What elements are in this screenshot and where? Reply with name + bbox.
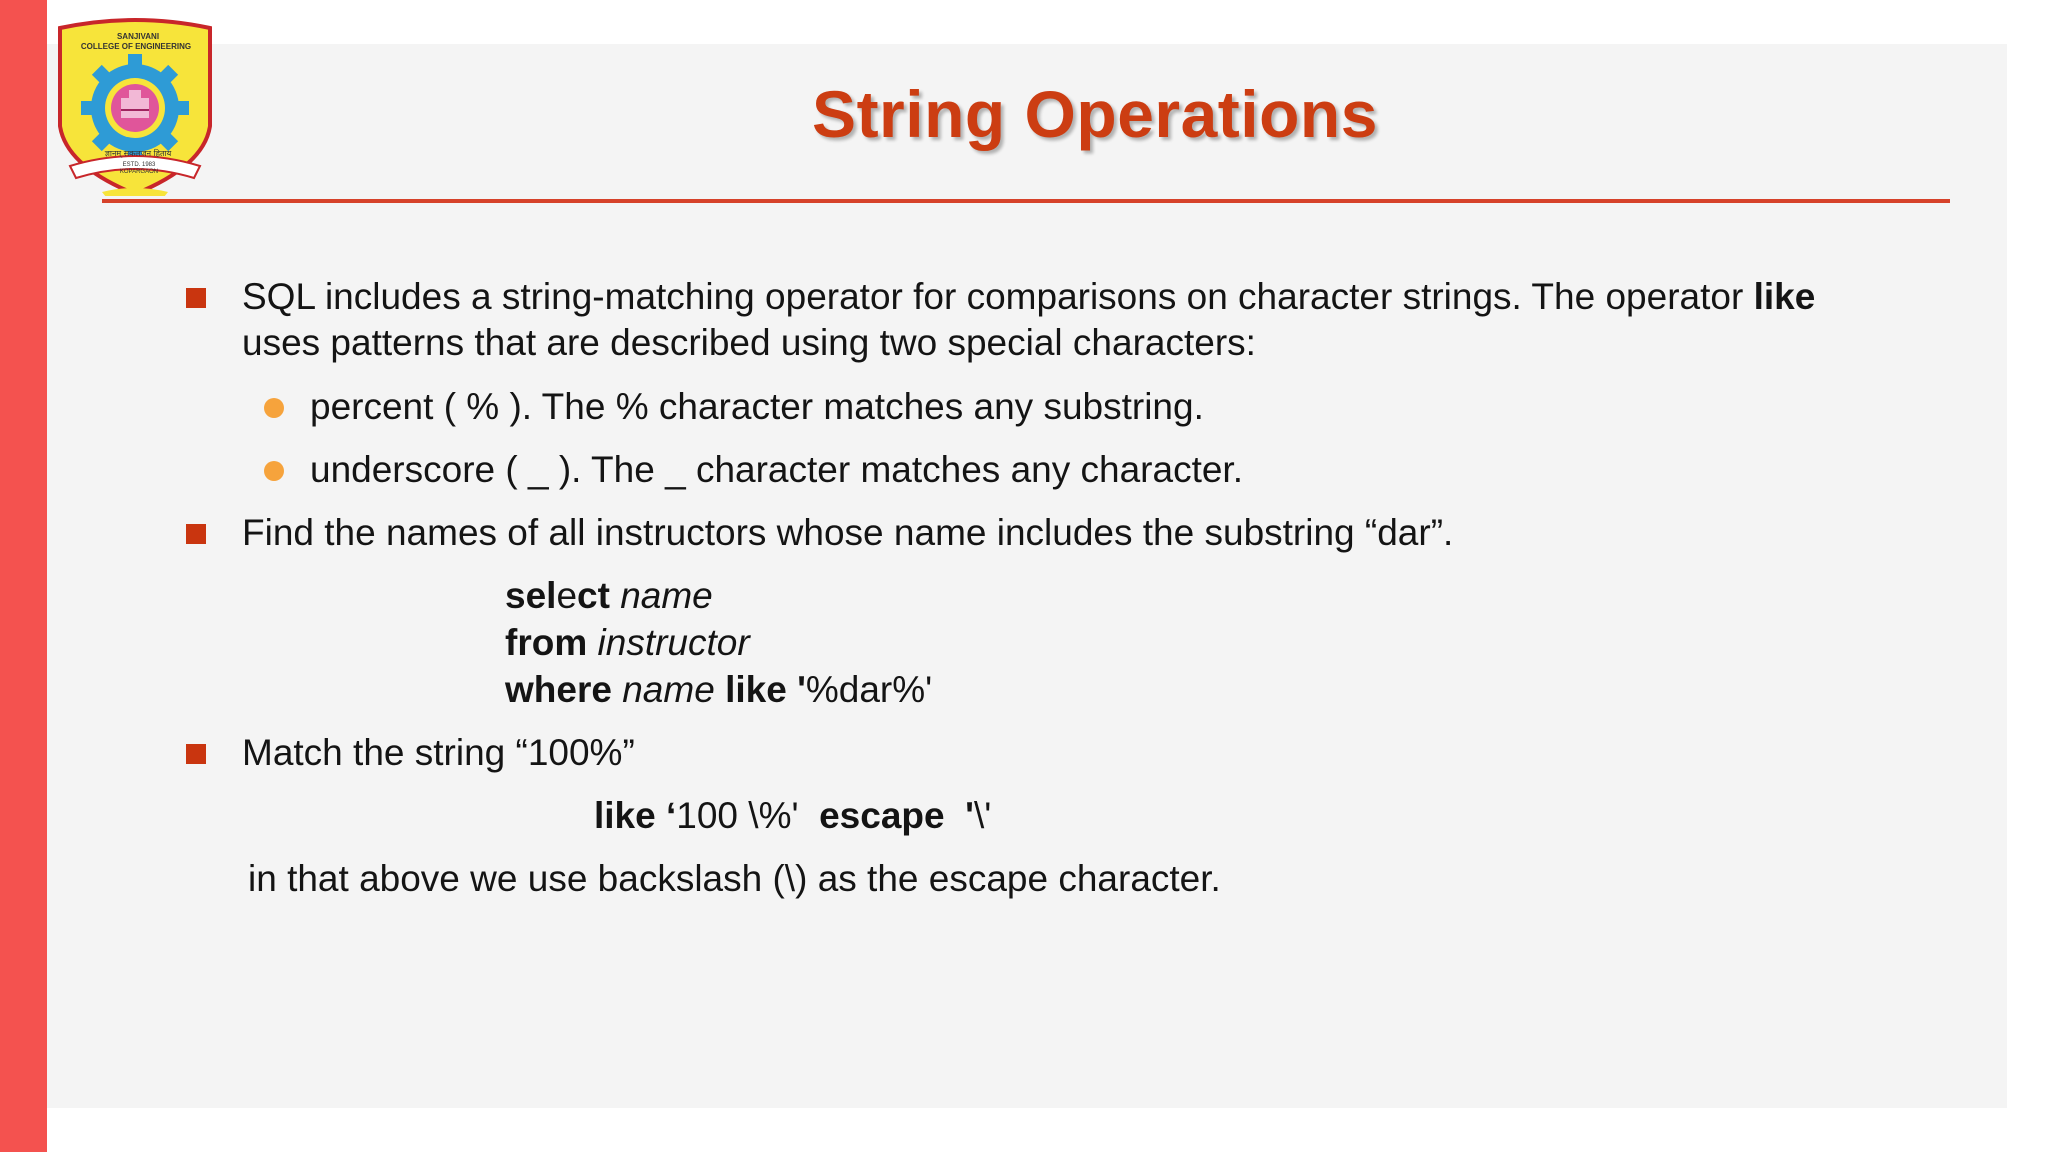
left-accent-bar (0, 0, 47, 1152)
code-argument: name (622, 669, 715, 710)
code-argument: instructor (597, 622, 750, 663)
bullet-1-keyword: like (1753, 276, 1816, 317)
logo-est-text: ESTD. 1983 (122, 162, 156, 168)
code-pattern: %dar%' (805, 669, 933, 710)
code-line-where (505, 667, 932, 713)
bullet-square-icon (186, 288, 206, 308)
title-divider (102, 199, 1950, 203)
code-keyword: escape (819, 795, 945, 836)
bullet-2-text: Find the names of all instructors whose name includes the substring “dar”. (242, 512, 1454, 553)
code-quote: ' (965, 795, 974, 836)
code-escape-char: \' (973, 795, 992, 836)
bullet-dot-icon (264, 461, 284, 481)
code-quote: ‘ (666, 795, 677, 836)
bullet-square-icon (186, 524, 206, 544)
slide-area (47, 44, 2007, 1108)
logo-top-text: SANJIVANI (116, 32, 160, 41)
bullet-3-text: Match the string “100%” (242, 732, 635, 773)
logo-college-text: COLLEGE OF ENGINEERING (80, 42, 192, 51)
slide-title: String Operations (812, 77, 1378, 151)
code-keyword: sel (505, 575, 557, 616)
code-pattern: 100 \%' (676, 795, 799, 836)
bullet-1-text: SQL includes a string-matching operator for comparisons on character strings. The operator (242, 276, 1754, 317)
logo-location-text: KOPARGAON (119, 169, 159, 175)
bullet-1-line-2: uses patterns that are described using two special characters: (242, 322, 1256, 363)
code-line-select (505, 573, 713, 619)
sub-bullet-underscore: underscore ( _ ). The _ character matches any character. (310, 449, 1243, 490)
code-keyword-part: ct (577, 575, 610, 616)
escape-note: in that above we use backslash (\) as the escape character. (248, 858, 1221, 899)
code-keyword: where (505, 669, 612, 710)
sub-bullet-percent: percent ( % ). The % character matches any substring. (310, 386, 1204, 427)
logo-motto: ज्ञानम् सकलजन हिताय (104, 149, 172, 158)
code-keyword: like (594, 795, 656, 836)
bullet-square-icon (186, 744, 206, 764)
code-keyword: like (725, 669, 787, 710)
code-line-like-escape (594, 793, 991, 839)
bullet-1-line-1 (242, 274, 1815, 320)
code-argument: name (620, 575, 713, 616)
code-quote: ' (797, 669, 806, 710)
bullet-dot-icon (264, 398, 284, 418)
code-keyword-part: e (556, 575, 578, 616)
code-keyword: from (505, 622, 588, 663)
code-line-from (505, 620, 750, 666)
